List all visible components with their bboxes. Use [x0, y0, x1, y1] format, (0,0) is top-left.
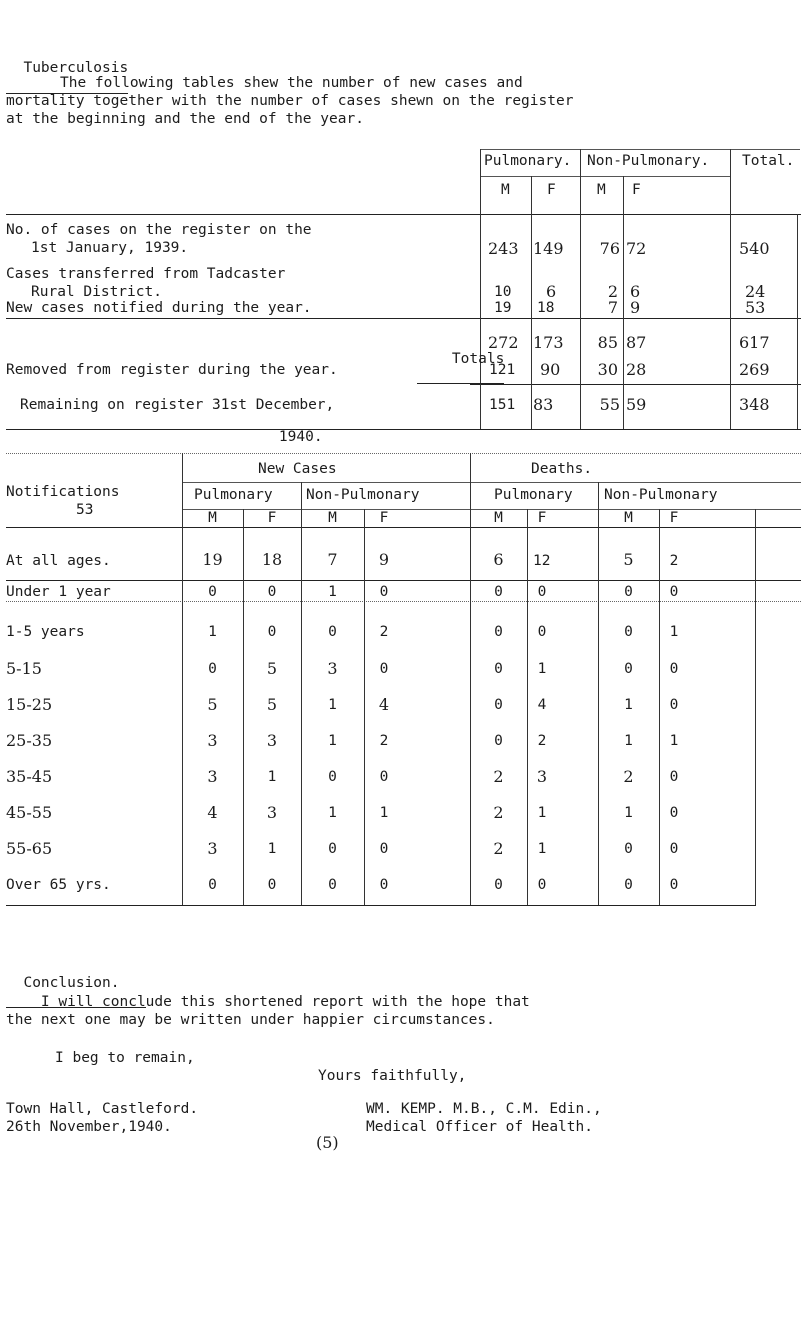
notif-bottom-rule [6, 905, 756, 906]
register-transferred-nm: 2 [607, 282, 618, 301]
register-sub-f-1: F [547, 182, 556, 198]
r2-v0: 1 [208, 624, 217, 640]
register-sub-f-2: F [632, 182, 641, 198]
r6-v4: 2 [493, 767, 504, 786]
register-transferred-total: 24 [745, 282, 766, 301]
under1-v4: 0 [494, 584, 503, 600]
deaths-non-pulmonary-header: Non-Pulmonary [604, 487, 718, 503]
r7-v6: 1 [624, 805, 633, 821]
register-header-rule [6, 214, 801, 215]
r4-v1: 5 [266, 695, 278, 714]
closing-remain: I beg to remain, [55, 1050, 195, 1066]
total-header: Total. [742, 153, 795, 169]
new-pulmonary-header: Pulmonary [194, 487, 273, 503]
register-new-nf: 9 [630, 298, 641, 317]
all-new-nf: 9 [378, 550, 390, 569]
r8-v3: 0 [379, 841, 389, 857]
register-bottom-rule [6, 429, 801, 430]
register-row-transferred-label-2: Rural District. [31, 284, 162, 300]
under1-v7: 0 [669, 584, 679, 600]
footer-signatory: WM. KEMP. M.B., C.M. Edin., [366, 1101, 602, 1117]
age-label-15-25: 15-25 [6, 695, 53, 714]
r9-v2: 0 [328, 877, 337, 893]
r9-v5: 0 [537, 877, 547, 893]
r6-v6: 2 [623, 767, 634, 786]
register-vline-4 [623, 176, 624, 429]
register-totals-total: 617 [739, 333, 770, 352]
notif-allages-rule [6, 580, 801, 581]
r4-v7: 0 [669, 697, 679, 713]
register-removed-rule [470, 384, 801, 385]
r6-v3: 0 [379, 769, 389, 785]
all-new-pm: 19 [202, 550, 223, 569]
mf-header-7: M [624, 510, 633, 526]
register-sub-m-2: M [597, 182, 606, 198]
register-opening-total: 540 [739, 239, 770, 258]
notif-header-rule [6, 527, 801, 528]
r5-v1: 3 [266, 731, 278, 750]
r2-v2: 0 [328, 624, 337, 640]
register-removed-total: 269 [739, 360, 770, 379]
r3-v4: 0 [494, 661, 503, 677]
r3-v1: 5 [266, 659, 278, 678]
register-totals-label-text: Totals [451, 351, 505, 367]
r2-v7: 1 [669, 624, 679, 640]
all-death-nm: 5 [623, 550, 634, 569]
mf-header-6: F [537, 510, 547, 526]
r5-v7: 1 [669, 733, 679, 749]
mf-header-2: F [267, 510, 277, 526]
r4-v4: 0 [494, 697, 503, 713]
closing-yours: Yours faithfully, [318, 1068, 467, 1084]
age-label-55-65: 55-65 [6, 839, 53, 858]
notif-under1-rule [6, 601, 801, 602]
register-removed-pf: 90 [540, 360, 561, 379]
r2-v5: 0 [537, 624, 547, 640]
r7-v2: 1 [328, 805, 337, 821]
notifications-count: 53 [76, 502, 94, 518]
register-opening-pm: 243 [488, 239, 519, 258]
register-remaining-pm: 151 [489, 397, 516, 413]
register-remaining-nf: 59 [626, 395, 647, 414]
r9-v0: 0 [208, 877, 217, 893]
r2-v6: 0 [624, 624, 633, 640]
under1-v6: 0 [624, 584, 633, 600]
age-label-under1: Under 1 year [6, 584, 111, 600]
deaths-header: Deaths. [531, 461, 593, 477]
register-removed-nf: 28 [626, 360, 647, 379]
register-opening-nm: 76 [599, 239, 620, 258]
r4-v5: 4 [537, 697, 547, 713]
register-remaining-nm: 55 [599, 395, 620, 414]
r8-v1: 1 [267, 841, 277, 857]
r2-v4: 0 [494, 624, 503, 640]
age-label-1-5: 1-5 years [6, 624, 85, 640]
register-row-transferred-label-1: Cases transferred from Tadcaster [6, 266, 286, 282]
r7-v0: 4 [207, 803, 218, 822]
r9-v3: 0 [379, 877, 389, 893]
r5-v5: 2 [537, 733, 547, 749]
register-removed-nm: 30 [597, 360, 618, 379]
age-label-25-35: 25-35 [6, 731, 53, 750]
age-label-all: At all ages. [6, 553, 111, 569]
register-totals-nm: 85 [597, 333, 618, 352]
r3-v2: 3 [327, 659, 338, 678]
register-new-pm: 19 [494, 300, 512, 316]
new-cases-header: New Cases [258, 461, 337, 477]
register-opening-nf: 72 [626, 239, 647, 258]
r5-v3: 2 [379, 733, 389, 749]
r5-v0: 3 [207, 731, 218, 750]
new-non-pulmonary-header: Non-Pulmonary [306, 487, 420, 503]
r3-v3: 0 [379, 661, 389, 677]
age-label-45-55: 45-55 [6, 803, 53, 822]
r7-v7: 0 [669, 805, 679, 821]
conclusion-line-2: the next one may be written under happier circumstances. [6, 1012, 495, 1028]
under1-v1: 0 [267, 584, 277, 600]
under1-v2: 1 [328, 584, 337, 600]
r7-v4: 2 [493, 803, 504, 822]
r3-v5: 1 [537, 661, 547, 677]
r7-v3: 1 [379, 805, 389, 821]
register-transferred-pf: 6 [546, 282, 557, 301]
r9-v1: 0 [267, 877, 277, 893]
r2-v3: 2 [379, 624, 389, 640]
r8-v2: 0 [328, 841, 337, 857]
r3-v6: 0 [624, 661, 633, 677]
age-label-5-15: 5-15 [6, 659, 42, 678]
conclusion-line-1: I will conclude this shortened report with the hope that [6, 994, 530, 1010]
register-vline-6 [797, 214, 798, 429]
register-subheader-rule [480, 176, 730, 177]
age-label-35-45: 35-45 [6, 767, 53, 786]
r6-v7: 0 [669, 769, 679, 785]
r8-v6: 0 [624, 841, 633, 857]
page-number: (5) [316, 1133, 339, 1152]
r2-v1: 0 [267, 624, 277, 640]
r6-v2: 0 [328, 769, 337, 785]
intro-line-2: mortality together with the number of cases shewn on the register [6, 93, 574, 109]
r6-v1: 1 [267, 769, 277, 785]
register-transferred-pm: 10 [494, 284, 512, 300]
register-row-new-label: New cases notified during the year. [6, 300, 312, 316]
r5-v4: 0 [494, 733, 503, 749]
r9-v7: 0 [669, 877, 679, 893]
totals-underline [417, 383, 504, 384]
page-title-text: Tuberculosis [23, 60, 129, 76]
all-death-nf: 2 [669, 553, 679, 569]
r9-v4: 0 [494, 877, 503, 893]
all-death-pm: 6 [493, 550, 504, 569]
register-removed-label: Removed from register during the year. [6, 362, 338, 378]
r6-v0: 3 [207, 767, 218, 786]
register-remaining-year: 1940. [278, 429, 323, 445]
mf-header-5: M [494, 510, 503, 526]
notif-top-rule [6, 453, 801, 454]
r4-v0: 5 [207, 695, 218, 714]
mf-header-4: F [379, 510, 389, 526]
mf-header-8: F [669, 510, 679, 526]
under1-v0: 0 [208, 584, 217, 600]
register-totals-pm: 272 [488, 333, 519, 352]
r8-v5: 1 [537, 841, 547, 857]
mf-header-1: M [208, 510, 217, 526]
under1-v3: 0 [379, 584, 389, 600]
age-label-over65: Over 65 yrs. [6, 877, 111, 893]
register-sub-m-1: M [501, 182, 510, 198]
notif-vline-8 [755, 509, 756, 905]
r3-v7: 0 [669, 661, 679, 677]
mf-header-3: M [328, 510, 337, 526]
register-new-nm: 7 [607, 298, 618, 317]
register-row-opening-label-1: No. of cases on the register on the [6, 222, 312, 238]
under1-v5: 0 [537, 584, 547, 600]
all-death-pf: 12 [533, 553, 551, 569]
r7-v1: 3 [266, 803, 278, 822]
register-vline-5 [730, 149, 731, 429]
r3-v0: 0 [208, 661, 217, 677]
non-pulmonary-header: Non-Pulmonary. [587, 153, 710, 169]
r7-v5: 1 [537, 805, 547, 821]
register-new-total: 53 [745, 298, 766, 317]
footer-date: 26th November,1940. [6, 1119, 172, 1135]
register-remaining-label-1: Remaining on register 31st December, [20, 397, 335, 413]
register-opening-pf: 149 [533, 239, 564, 258]
register-vline-2 [531, 176, 532, 429]
conclusion-heading-text: Conclusion. [23, 975, 120, 991]
notifications-label: Notifications [6, 484, 120, 500]
register-transferred-nf: 6 [630, 282, 641, 301]
r6-v5: 3 [536, 767, 548, 786]
register-removed-pm: 121 [489, 362, 516, 378]
all-new-pf: 18 [261, 550, 283, 569]
register-top-rule [480, 149, 800, 150]
intro-line-3: at the beginning and the end of the year. [6, 111, 364, 127]
deaths-pulmonary-header: Pulmonary [494, 487, 573, 503]
register-remaining-total: 348 [739, 395, 770, 414]
footer-officer-title: Medical Officer of Health. [366, 1119, 593, 1135]
pulmonary-header: Pulmonary. [484, 153, 572, 169]
r8-v4: 2 [493, 839, 504, 858]
r4-v2: 1 [328, 697, 337, 713]
all-new-nm: 7 [327, 550, 338, 569]
footer-place: Town Hall, Castleford. [6, 1101, 199, 1117]
register-totals-pf: 173 [533, 333, 564, 352]
r4-v3: 4 [378, 695, 390, 714]
r9-v6: 0 [624, 877, 633, 893]
intro-line-1: The following tables shew the number of new cases and [60, 75, 523, 91]
register-row-opening-label-2: 1st January, 1939. [31, 240, 189, 256]
r8-v7: 0 [669, 841, 679, 857]
notif-group-rule [182, 482, 801, 483]
register-subtotal-rule [6, 318, 801, 319]
register-totals-nf: 87 [626, 333, 647, 352]
register-new-pf: 18 [537, 300, 555, 316]
r8-v0: 3 [207, 839, 218, 858]
r5-v2: 1 [328, 733, 337, 749]
register-remaining-pf: 83 [533, 395, 554, 414]
r4-v6: 1 [624, 697, 633, 713]
r5-v6: 1 [624, 733, 633, 749]
